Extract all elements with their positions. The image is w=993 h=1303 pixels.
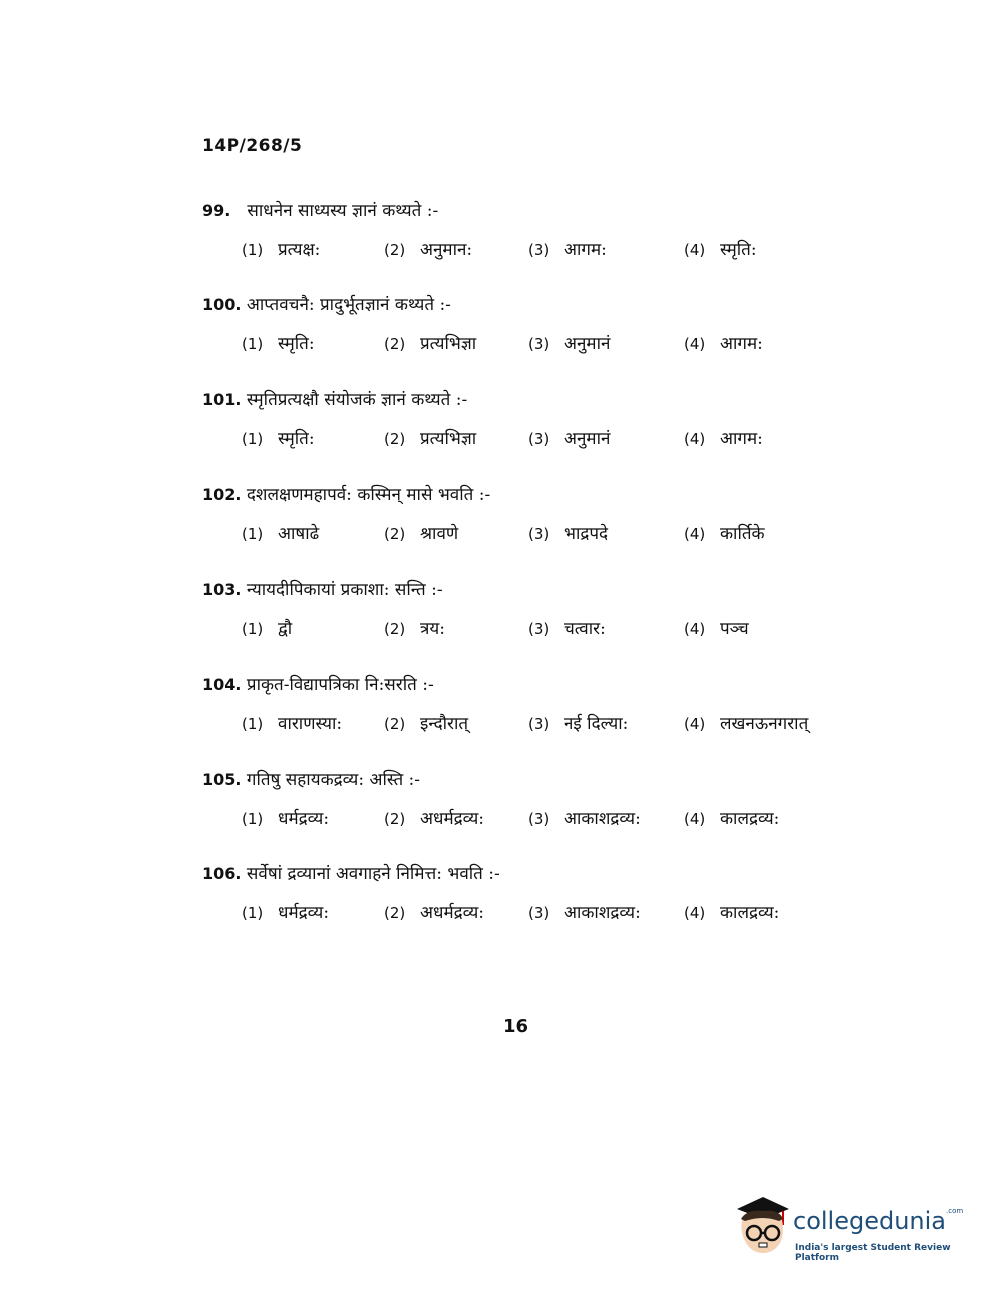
option-4 xyxy=(684,806,779,829)
option-4 xyxy=(684,237,757,260)
option-2 xyxy=(384,806,484,829)
question-103 xyxy=(202,577,902,646)
option-1 xyxy=(242,616,292,639)
option-number: (3) xyxy=(528,715,550,733)
question-number: 101. xyxy=(202,390,242,409)
option-text: आगम: xyxy=(720,334,763,354)
option-number: (1) xyxy=(242,620,264,638)
option-number: (3) xyxy=(528,241,550,259)
option-text: आगम: xyxy=(720,429,763,449)
option-number: (2) xyxy=(384,525,406,543)
page-number: 16 xyxy=(503,1016,529,1037)
question-number: 100. xyxy=(202,295,242,314)
option-3 xyxy=(528,616,606,639)
option-number: (2) xyxy=(384,715,406,733)
question-102 xyxy=(202,482,902,551)
option-1 xyxy=(242,900,329,923)
option-number: (1) xyxy=(242,715,264,733)
option-text: अधर्मद्रव्य: xyxy=(420,809,485,829)
option-1 xyxy=(242,806,329,829)
question-text: प्राकृत-विद्यापत्रिका नि:सरति :- xyxy=(246,675,434,695)
question-text: न्यायदीपिकायां प्रकाशा: सन्ति :- xyxy=(246,580,443,600)
brand-name-text: collegedunia xyxy=(793,1207,947,1235)
option-number: (1) xyxy=(242,335,264,353)
question-number: 104. xyxy=(202,675,242,694)
question-text: गतिषु सहायकद्रव्य: अस्ति :- xyxy=(246,770,421,790)
option-1 xyxy=(242,711,342,734)
option-number: (2) xyxy=(384,810,406,828)
option-text: धर्मद्रव्य: xyxy=(278,809,330,829)
option-text: नई दिल्या: xyxy=(564,714,629,734)
option-number: (4) xyxy=(684,715,706,733)
option-text: वाराणस्या: xyxy=(278,714,343,734)
option-text: अनुमानं xyxy=(564,334,611,354)
option-text: आकाशद्रव्य: xyxy=(564,809,641,829)
option-number: (2) xyxy=(384,335,406,353)
option-number: (1) xyxy=(242,430,264,448)
option-2 xyxy=(384,616,445,639)
option-number: (4) xyxy=(684,335,706,353)
option-text: प्रत्यक्ष: xyxy=(278,240,321,260)
question-99 xyxy=(202,198,902,267)
option-number: (3) xyxy=(528,810,550,828)
option-2 xyxy=(384,426,476,449)
option-number: (1) xyxy=(242,241,264,259)
option-text: धर्मद्रव्य: xyxy=(278,903,330,923)
option-number: (3) xyxy=(528,525,550,543)
option-text: श्रावणे xyxy=(420,524,459,544)
collegedunia-watermark xyxy=(733,1195,963,1265)
option-number: (4) xyxy=(684,241,706,259)
option-number: (2) xyxy=(384,904,406,922)
option-text: द्वौ xyxy=(278,619,293,639)
option-text: कार्तिके xyxy=(720,524,765,544)
option-2 xyxy=(384,331,476,354)
question-101 xyxy=(202,387,902,456)
option-number: (2) xyxy=(384,620,406,638)
option-text: आगम: xyxy=(564,240,607,260)
option-number: (1) xyxy=(242,525,264,543)
option-text: त्रय: xyxy=(420,619,445,639)
option-number: (3) xyxy=(528,430,550,448)
option-text: अधर्मद्रव्य: xyxy=(420,903,485,923)
option-2 xyxy=(384,521,458,544)
option-1 xyxy=(242,521,319,544)
question-104 xyxy=(202,672,902,741)
option-text: अनुमान: xyxy=(420,240,473,260)
option-number: (3) xyxy=(528,904,550,922)
option-1 xyxy=(242,237,320,260)
option-text: प्रत्यभिज्ञा xyxy=(420,429,477,449)
option-number: (4) xyxy=(684,430,706,448)
question-100 xyxy=(202,292,902,361)
option-3 xyxy=(528,331,610,354)
option-3 xyxy=(528,711,628,734)
option-3 xyxy=(528,237,607,260)
option-text: अनुमानं xyxy=(564,429,611,449)
option-2 xyxy=(384,900,484,923)
option-number: (2) xyxy=(384,241,406,259)
question-text: आप्तवचनै: प्रादुर्भूतज्ञानं कथ्यते :- xyxy=(246,295,451,315)
question-text: सर्वेषां द्रव्यानां अवगाहने निमित्त: भवति :- xyxy=(246,864,500,884)
option-text: चत्वार: xyxy=(564,619,606,639)
question-text: साधनेन साध्यस्य ज्ञानं कथ्यते :- xyxy=(247,201,439,221)
brand-suffix: .com xyxy=(946,1207,964,1215)
option-3 xyxy=(528,806,641,829)
option-3 xyxy=(528,521,608,544)
question-text: स्मृतिप्रत्यक्षौ संयोजकं ज्ञानं कथ्यते :- xyxy=(246,390,468,410)
brand-tagline: India's largest Student Review Platform xyxy=(795,1243,951,1263)
option-number: (4) xyxy=(684,904,706,922)
page-code: 14P/268/5 xyxy=(202,136,303,156)
option-text: आकाशद्रव्य: xyxy=(564,903,641,923)
option-4 xyxy=(684,331,763,354)
option-text: स्मृति: xyxy=(278,429,315,449)
mascot-logo-icon xyxy=(733,1195,791,1261)
option-text: भाद्रपदे xyxy=(564,524,609,544)
option-2 xyxy=(384,237,472,260)
question-text: दशलक्षणमहापर्व: कस्मिन् मासे भवति :- xyxy=(246,485,491,505)
option-text: कालद्रव्य: xyxy=(720,809,780,829)
option-4 xyxy=(684,426,763,449)
option-text: पञ्च xyxy=(720,619,749,639)
option-text: आषाढे xyxy=(278,524,320,544)
option-3 xyxy=(528,900,641,923)
question-number: 105. xyxy=(202,770,242,789)
option-number: (4) xyxy=(684,620,706,638)
question-106 xyxy=(202,861,902,930)
brand-name xyxy=(793,1207,963,1235)
question-number: 103. xyxy=(202,580,242,599)
option-text: स्मृति: xyxy=(278,334,315,354)
question-number: 102. xyxy=(202,485,242,504)
option-4 xyxy=(684,521,765,544)
option-number: (2) xyxy=(384,430,406,448)
option-number: (4) xyxy=(684,525,706,543)
option-number: (4) xyxy=(684,810,706,828)
option-number: (3) xyxy=(528,335,550,353)
option-number: (3) xyxy=(528,620,550,638)
option-4 xyxy=(684,900,779,923)
question-105 xyxy=(202,767,902,836)
option-4 xyxy=(684,711,808,734)
option-number: (1) xyxy=(242,904,264,922)
option-number: (1) xyxy=(242,810,264,828)
option-text: लखनऊनगरात् xyxy=(720,714,809,734)
option-text: स्मृति: xyxy=(720,240,757,260)
option-2 xyxy=(384,711,468,734)
option-3 xyxy=(528,426,610,449)
option-1 xyxy=(242,331,315,354)
option-text: कालद्रव्य: xyxy=(720,903,780,923)
question-number: 99. xyxy=(202,201,231,220)
option-1 xyxy=(242,426,315,449)
option-text: इन्दौरात् xyxy=(420,714,469,734)
option-text: प्रत्यभिज्ञा xyxy=(420,334,477,354)
option-4 xyxy=(684,616,749,639)
question-number: 106. xyxy=(202,864,242,883)
